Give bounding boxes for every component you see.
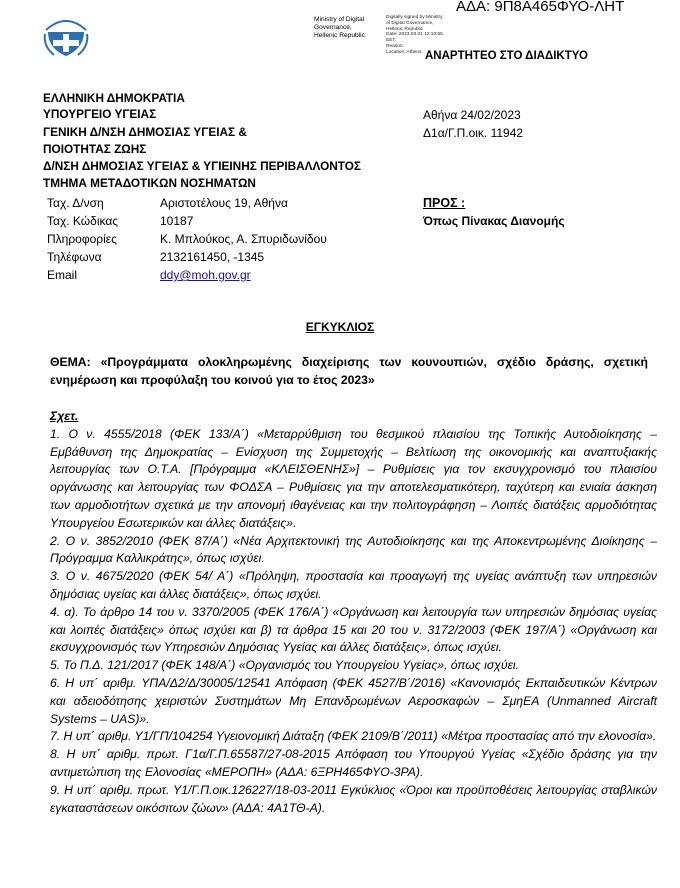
header-line: ΓΕΝΙΚΗ Δ/ΝΣΗ ΔΗΜΟΣΙΑΣ ΥΓΕΙΑΣ &	[43, 125, 247, 139]
ada-code: ΑΔΑ: 9Π8Α465ΦΥΟ-ΛΗΤ	[456, 0, 625, 15]
header-line: ΕΛΛΗΝΙΚΗ ΔΗΜΟΚΡΑΤΙΑ	[43, 91, 185, 105]
contact-postcode: 10187	[160, 214, 194, 228]
protocol-number: Δ1α/Γ.Π.οικ. 11942	[423, 126, 524, 140]
recipient-value: Όπως Πίνακας Διανομής	[423, 214, 565, 228]
document-date: Αθήνα 24/02/2023	[423, 108, 521, 122]
reference-item: 5. Το Π.Δ. 121/2017 (ΦΕΚ 148/Α΄) «Οργανισμός του Υπουργείου Υγείας», όπως ισχύει.	[50, 658, 519, 673]
header-line: Δ/ΝΣΗ ΔΗΜΟΣΙΑΣ ΥΓΕΙΑΣ & ΥΓΙΕΙΝΗΣ ΠΕΡΙΒΑΛΛΟΝΤΟΣ	[43, 159, 362, 173]
contact-info: Κ. Μπλούκος, Α. Σπυριδωνίδου	[160, 232, 327, 246]
contact-labels	[47, 194, 118, 284]
reference-item: 3. Ο ν. 4675/2020 (ΦΕΚ 54/ Α΄) «Πρόληψη, προστασία και προαγωγή της υγείας ανάπτυξη των υπηρεσιών δημόσιας υγείας και άλλες διατάξεις», όπως ισχύει.	[50, 569, 657, 601]
references-title: Σχετ.	[50, 409, 79, 423]
reference-item: 4. α). Το άρθρο 14 του ν. 3370/2005 (ΦΕΚ 176/Α΄) «Οργάνωση και λειτουργία των υπηρεσιών δημόσιας υγείας και λοιπές διατάξεις» όπως ισχύει και β) τα άρθρα 15 και 20 του ν. 3172/2003 (ΦΕΚ 197/Α΄) «Οργάνωση και εκσυγχρονισμός των Υπηρεσιών Δημόσιας Υγείας και άλλες διατάξεις», όπως ισχύει.	[50, 604, 657, 655]
contact-label: Τηλέφωνα	[47, 250, 102, 264]
signature-metadata: Digitally signed by Ministry of Digital Governance, Hellenic Republic Date: 2023.03.01 12:10:55 EET Reason: Location: Athens	[386, 15, 443, 55]
reference-item: 6. Η υπ΄ αριθμ. ΥΠΑ/Δ2/Δ/30005/12541 Απόφαση (ΦΕΚ 4527/Β΄/2016) «Κανονισμός Εκπαιδευτικών Κέντρων και αδειοδότησης χειριστών Συστημάτων Μη Επανδρωμένων Αεροσκαφών – ΣμηΕΑ (Unmanned Aircraft Systems – UAS)».	[50, 675, 657, 726]
contact-label: Ταχ. Κώδικας	[47, 214, 119, 228]
signature-organization: Ministry of Digital Governance, Hellenic Republic	[314, 16, 365, 39]
header-line: ΥΠΟΥΡΓΕΙΟ ΥΓΕΙΑΣ	[43, 107, 157, 121]
header-line: ΤΜΗΜΑ ΜΕΤΑΔΟΤΙΚΩΝ ΝΟΣΗΜΑΤΩΝ	[43, 176, 256, 190]
references-section	[50, 408, 657, 817]
reference-item: 7. Η υπ΄ αριθμ. Υ1/ΓΠ/104254 Υγειονομική Διάταξη (ΦΕΚ 2109/Β΄/2011) «Μέτρα προστασίας από την ελονοσία».	[50, 729, 657, 744]
recipient-label: ΠΡΟΣ :	[423, 196, 466, 210]
reference-item: 2. Ο ν. 3852/2010 (ΦΕΚ 87/Α΄) «Νέα Αρχιτεκτονική της Αυτοδιοίκησης και της Αποκεντρωμένης Διοίκησης – Πρόγραμμα Καλλικράτης», όπως ισχύει.	[50, 533, 657, 566]
header-line: ΠΟΙΟΤΗΤΑΣ ΖΩΗΣ	[43, 142, 147, 156]
contact-label: Email	[47, 268, 78, 282]
email-link[interactable]: ddy@moh.gov.gr	[160, 268, 251, 282]
posting-notice: ΑΝΑΡΤΗΤΕΟ ΣΤΟ ΔΙΑΔΙΚΤΥΟ	[425, 50, 588, 62]
contact-label: Ταχ. Δ/νση	[47, 196, 104, 210]
reference-item: 8. Η υπ΄ αριθμ. πρωτ. Γ1α/Γ.Π.65587/27-08-2015 Απόφαση του Υπουργού Υγείας «Σχέδιο δράσης για την αντιμετώπιση της Ελονοσίας «ΜΕΡΟΠΗ» (ΑΔΑ: 6ΞΡΗ465ΦΥΟ-3ΡΑ).	[50, 747, 657, 779]
hellenic-emblem-icon	[42, 10, 90, 58]
contact-address: Αριστοτέλους 19, Αθήνα	[160, 196, 288, 210]
reference-item: 9. Η υπ΄ αριθμ. πρωτ. Υ1/Γ.Π.οικ.126227/18-03-2011 Εγκύκλιος «Όροι και προϋποθέσεις λειτουργίας σταβλικών εγκαταστάσεων οικόσιτων ζώων» (ΑΔΑ: 4Α1ΤΘ-Α).	[50, 782, 657, 815]
contact-phones: 2132161450, -1345	[160, 250, 265, 264]
contact-values	[160, 194, 327, 284]
reference-item: 1. Ο ν. 4555/2018 (ΦΕΚ 133/Α΄) «Μεταρρύθμιση του θεσμικού πλαισίου της Τοπικής Αυτοδιοίκησης – Εμβάθυνση της Δημοκρατίας – Ενίσχυση της Συμμετοχής – Βελτίωση της οικονομικής και αναπτυξιακής λειτουργίας των Ο.Τ.Α. [Πρόγραμμα «ΚΛΕΙΣΘΕΝΗΣ»] – Ρυθμίσεις για τον εκσυγχρονισμό του πλαισίου οργάνωσης και λειτουργίας των ΦΟΔΣΑ – Ρυθμίσεις για την αποτελεσματικότερη, ταχύτερη και ενιαία άσκηση των αρμοδιοτήτων σχετικά με την απονομή ιθαγένειας και την πολιτογράφηση – Λοιπές διατάξεις αρμοδιότητας Υπουργείου Εσωτερικών και άλλες διατάξεις».	[50, 426, 657, 530]
subject: ΘΕΜΑ: «Προγράμματα ολοκληρωμένης διαχείρισης των κουνουπιών, σχέδιο δράσης, σχετική ενημέρωση και προφύλαξη του κοινού για το έτος 2023»	[50, 355, 648, 387]
contact-label: Πληροφορίες	[47, 232, 117, 246]
document-type: ΕΓΚΥΚΛΙΟΣ	[305, 320, 375, 334]
